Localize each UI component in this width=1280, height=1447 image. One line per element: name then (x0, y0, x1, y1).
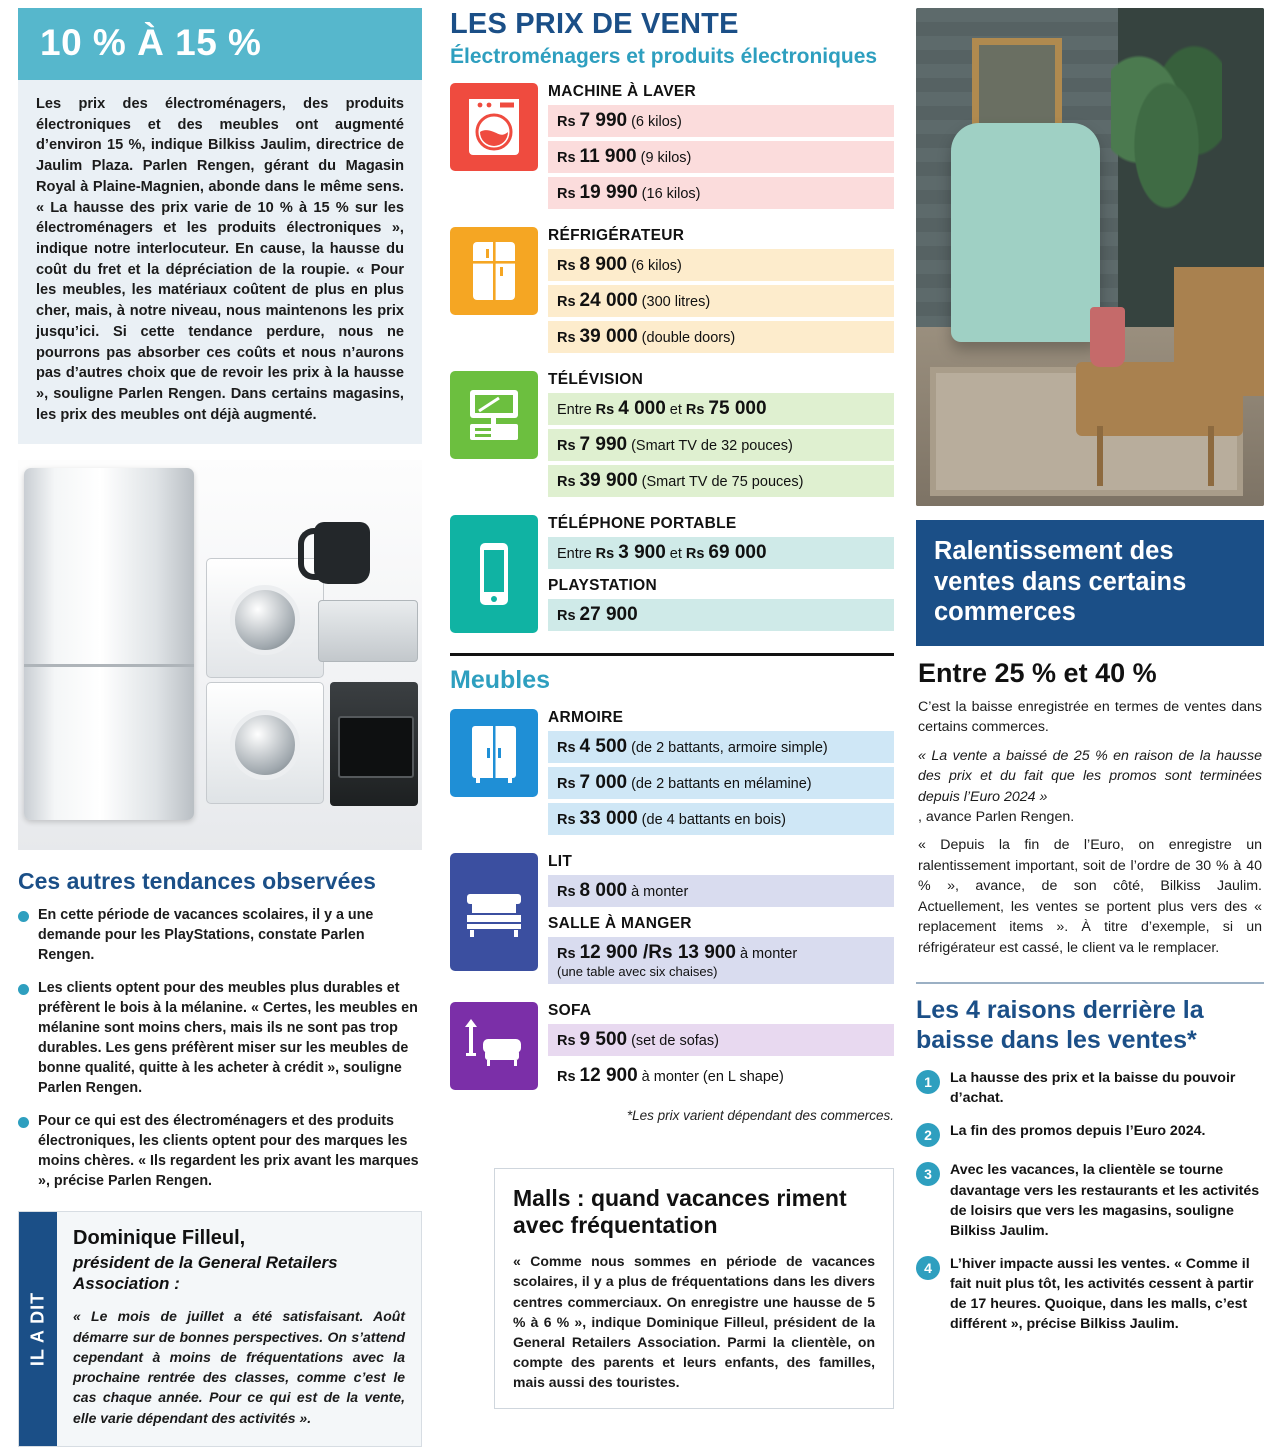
reason-text: L’hiver impacte aussi les ventes. « Comme il fait nuit plus tôt, les activités cessent à partir de 17 heures. Quoique, dans les malls, c’est différent », précise Bilkiss Jaulim. (950, 1255, 1254, 1333)
price-row (548, 599, 894, 631)
price-amount: 27 900 (579, 603, 638, 625)
appliances-photo (18, 460, 422, 850)
photo-washer-bottom (206, 682, 324, 804)
list-item (18, 905, 422, 965)
currency: Rs (685, 401, 705, 418)
price-row (548, 731, 894, 763)
category-body (548, 515, 894, 635)
prices-title: LES PRIX DE VENTE (450, 8, 739, 40)
category-telephone-portable (450, 515, 894, 635)
slowdown-quote-attribution: , avance Parlen Rengen. (918, 808, 1075, 825)
price-row (548, 875, 894, 907)
price-row (548, 321, 894, 353)
right-column (916, 8, 1264, 1335)
slowdown-body (916, 646, 1264, 968)
headline-band: 10 % À 15 % (18, 8, 422, 80)
living-room-photo (916, 8, 1264, 506)
price-row (548, 141, 894, 173)
currency: Rs (557, 329, 576, 346)
price-row (548, 937, 894, 984)
list-item (18, 1111, 422, 1191)
price-amount: 75 000 (708, 397, 767, 419)
reason-text: La hausse des prix et la baisse du pouvoir d’achat. (950, 1070, 1236, 1107)
section-divider (450, 653, 894, 656)
slowdown-text-1: C’est la baisse enregistrée en termes de ventes dans certains commerces. (918, 698, 1262, 736)
category-television (450, 371, 894, 501)
currency: Rs (595, 401, 615, 418)
currency: Rs (557, 257, 576, 274)
price-amount: 4 000 (618, 397, 666, 419)
price-amount: 7 990 (579, 109, 628, 131)
price-amount: 33 000 (579, 807, 638, 829)
price-row (548, 393, 894, 425)
price-amount: 24 000 (579, 289, 638, 311)
list-item (18, 978, 422, 1098)
currency: Rs (685, 545, 705, 562)
malls-title: Malls : quand vacances riment avec fréquentation (513, 1185, 847, 1239)
currency: Rs (557, 185, 576, 202)
currency: Rs (557, 113, 576, 130)
bullet-icon (18, 1117, 29, 1128)
price-row (548, 1060, 894, 1092)
currency: Rs (557, 775, 576, 792)
malls-box (494, 1168, 894, 1409)
middle-column (450, 8, 894, 1123)
category-name: MACHINE À LAVER (548, 82, 697, 100)
price-amount: 7 000 (579, 771, 628, 793)
left-column (18, 8, 422, 1447)
quote-author-role: président de la General Retailers Association : (73, 1252, 338, 1293)
il-a-dit-box (18, 1211, 422, 1447)
price-note: à monter (en L shape) (641, 1068, 784, 1085)
price-row (548, 767, 894, 799)
price-note: (9 kilos) (640, 149, 692, 166)
category-refrigerateur (450, 227, 894, 357)
currency: Rs (557, 811, 576, 828)
category-name: RÉFRIGÉRATEUR (548, 226, 685, 244)
currency: Rs (557, 883, 576, 900)
category-name-salle-a-manger: SALLE À MANGER (548, 914, 692, 932)
bullet-icon (18, 911, 29, 922)
category-body (548, 371, 894, 501)
category-lit (450, 853, 894, 988)
price-amount: 8 000 (579, 879, 628, 901)
range-sep: et (669, 545, 682, 562)
price-row (548, 1024, 894, 1056)
price-row (548, 537, 894, 569)
price-amount: 4 500 (579, 735, 628, 757)
category-armoire (450, 709, 894, 839)
refrigerator-icon (450, 227, 538, 315)
range-sep: et (669, 401, 682, 418)
il-a-dit-body (57, 1212, 421, 1446)
wardrobe-icon (450, 709, 538, 797)
currency: Rs (557, 473, 576, 490)
price-note: (6 kilos) (631, 257, 682, 274)
photo-stove (330, 682, 418, 806)
currency: Rs (595, 545, 615, 562)
reason-number: 2 (916, 1123, 940, 1147)
category-body (548, 83, 894, 213)
divider (916, 982, 1264, 984)
price-amount: 7 990 (579, 433, 628, 455)
price-note: (Smart TV de 32 pouces) (631, 437, 793, 454)
reason-number: 3 (916, 1162, 940, 1186)
price-amount: 11 900 (579, 145, 637, 167)
currency: Rs (557, 739, 576, 756)
category-body (548, 227, 894, 357)
currency: Rs (557, 1032, 576, 1049)
trends-title: Ces autres tendances observées (18, 867, 376, 894)
price-note: (de 4 battants en bois) (641, 811, 786, 828)
price-note: (300 litres) (641, 293, 711, 310)
price-row (548, 249, 894, 281)
photo-microwave (318, 600, 418, 662)
category-machine-a-laver (450, 83, 894, 213)
list-item (916, 1254, 1264, 1335)
quote-text: « Le mois de juillet a été satisfaisant. Août démarre sur de bonnes perspectives. On s’attend cependant à moins de fréquentations avec la prochaine rentrée des classes, comme c’est le cas chaque année. Pour ce qui est de la vente, elle varie dépendant des activités ». (73, 1308, 405, 1426)
television-icon (450, 371, 538, 459)
furniture-section-title: Meubles (450, 665, 551, 694)
currency: Rs (557, 1068, 576, 1085)
reason-text: La fin des promos depuis l’Euro 2024. (950, 1123, 1206, 1140)
bed-icon (450, 853, 538, 971)
currency: Rs (557, 437, 576, 454)
reasons-list (916, 1068, 1264, 1335)
price-note: (6 kilos) (631, 113, 682, 130)
photo-kettle (314, 522, 370, 584)
slowdown-quote: « La vente a baissé de 25 % en raison de la hausse des prix et du fait que les promos sont terminées depuis l’Euro 2024 » (918, 747, 1262, 805)
trends-list (18, 905, 422, 1191)
price-amount: 39 900 (579, 469, 638, 491)
price-note: à monter (739, 945, 798, 962)
washing-machine-icon (450, 83, 538, 171)
price-note: (Smart TV de 75 pouces) (641, 473, 804, 490)
category-name: ARMOIRE (548, 708, 624, 726)
currency: Rs (557, 945, 576, 962)
price-note: (double doors) (641, 329, 736, 346)
reason-number: 4 (916, 1256, 940, 1280)
price-amount: 19 990 (579, 181, 638, 203)
slowdown-band-title: Ralentissement des ventes dans certains commerces (916, 520, 1264, 646)
price-note: (de 2 battants en mélamine) (631, 775, 812, 792)
price-note: (set de sofas) (631, 1032, 719, 1049)
currency: Rs (557, 149, 576, 166)
price-row (548, 429, 894, 461)
price-amount: 8 900 (579, 253, 628, 275)
lead-paragraph: Les prix des électroménagers, des produits électroniques et des meubles ont augmenté d’environ 15 %, indique Bilkiss Jaulim, directrice de Jaulim Plaza. Parlen Rengen, gérant du Magasin Royal à Plaine-Magnien, abonde dans le même sens. « La hausse des prix varie de 10 % à 15 % sur les électroménagers et les produits électroniques », indique notre interlocuteur. En cause, la hausse du coût du fret et la dépréciation de la roupie. « Pour les meubles, les matériaux coûtent de plus en plus cher, mais, à notre niveau, nous maintenons les prix jusqu’ici. Si cette tendance perdure, nous ne pourrons pas absorber ces coûts et nous n’aurons pas d’autres choix que de revoir les prix à la hausse », souligne Parlen Rengen. Dans certains magasins, les prix des meubles ont déjà augmenté. (18, 80, 422, 444)
price-amount: 12 900 (579, 1064, 638, 1086)
reason-number: 1 (916, 1070, 940, 1094)
category-name: SOFA (548, 1001, 592, 1019)
category-name-playstation: PLAYSTATION (548, 576, 657, 594)
trend-text: En cette période de vacances scolaires, il y a une demande pour les PlayStations, constate Parlen Rengen. (38, 906, 374, 963)
trend-text: Pour ce qui est des électroménagers et des produits électroniques, les clients optent pour des marques les moins chères. « Ils regardent les prix avant les marques », précise Parlen Rengen. (38, 1112, 419, 1189)
quote-author-name: Dominique Filleul, (73, 1226, 246, 1249)
price-amount: 39 000 (579, 325, 638, 347)
price-row (548, 465, 894, 497)
reason-text: Avec les vacances, la clientèle se tourne davantage vers les restaurants et les activités de loisirs que vers les magasins, souligne Bilkiss Jaulim. (950, 1162, 1260, 1239)
il-a-dit-tab (19, 1212, 57, 1446)
trend-text: Les clients optent pour des meubles plus durables et préfèrent le bois à la mélanine. « Certes, les meubles en mélanine sont moins chers, mais ils ne sont pas trop durables. Les gens préfèrent miser sur les meubles de bonne qualité, quitte à les acheter à crédit », souligne Parlen Rengen. (38, 979, 418, 1096)
photo-fridge (24, 468, 194, 820)
prices-subtitle: Électroménagers et produits électroniques (450, 45, 878, 68)
range-prefix: Entre (557, 401, 592, 418)
smartphone-icon (450, 515, 538, 633)
category-name: TÉLÉVISION (548, 370, 644, 388)
price-note: (16 kilos) (641, 185, 701, 202)
reasons-title: Les 4 raisons derrière la baisse dans les ventes* (916, 996, 1204, 1054)
category-sofa (450, 1002, 894, 1096)
currency: Rs (557, 293, 576, 310)
price-subnote: (une table avec six chaises) (557, 963, 718, 979)
sofa-icon (450, 1002, 538, 1090)
price-row (548, 105, 894, 137)
slowdown-text-2: « Depuis la fin de l’Euro, on enregistre un ralentissement important, soit de l’ordre de 30 % à 40 % », avance, de son côté, Bilkiss Jaulim. Actuellement, les ventes se portent plus vers des « replacement items ». À titre d’exemple, si un réfrigérateur est cassé, le client va le remplacer. (918, 837, 1262, 956)
price-amount: 69 000 (708, 541, 767, 563)
price-amount: 3 900 (618, 541, 666, 563)
list-item (916, 1068, 1264, 1108)
category-body (548, 1002, 894, 1096)
malls-text: « Comme nous sommes en période de vacances scolaires, il y a plus de fréquentations dans les divers centres commerciaux. On enregistre une hausse de 5 % à 6 % », indique Dominique Filleul, président de la General Retailers Association. Parmi la clientèle, on compte des parents et leurs enfants, des familles, mais aussi des touristes. (513, 1253, 875, 1391)
category-name: LIT (548, 852, 573, 870)
price-row (548, 803, 894, 835)
list-item (916, 1160, 1264, 1241)
price-amount: 9 500 (579, 1028, 628, 1050)
bullet-icon (18, 984, 29, 995)
currency: Rs (557, 607, 576, 624)
price-row (548, 285, 894, 317)
price-note: à monter (631, 883, 689, 900)
il-a-dit-tab-label: IL A DIT (27, 1291, 48, 1366)
price-amount: 12 900 /Rs 13 900 (579, 941, 736, 963)
list-item (916, 1121, 1264, 1147)
prices-footnote: *Les prix varient dépendant des commerces. (626, 1107, 894, 1123)
price-note: (de 2 battants, armoire simple) (631, 739, 828, 756)
category-body (548, 853, 894, 988)
range-prefix: Entre (557, 545, 592, 562)
price-row (548, 177, 894, 209)
category-name: TÉLÉPHONE PORTABLE (548, 514, 737, 532)
category-body (548, 709, 894, 839)
slowdown-stat: Entre 25 % et 40 % (918, 657, 1157, 688)
